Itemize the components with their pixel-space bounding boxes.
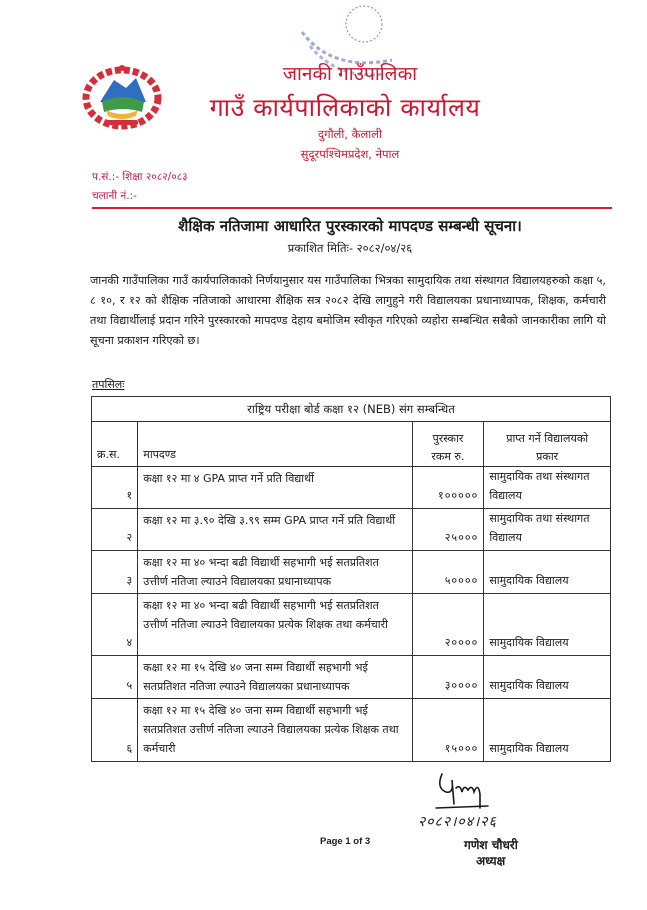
header-amount-line2: रकम रु. bbox=[431, 450, 465, 463]
header-amount bbox=[412, 422, 484, 467]
row-school-type: सामुदायिक विद्यालय bbox=[484, 699, 611, 762]
municipality-name: जानकी गाउँपालिका bbox=[282, 63, 418, 85]
award-criteria-table bbox=[91, 396, 611, 762]
row-school-type: सामुदायिक विद्यालय bbox=[484, 594, 611, 656]
office-name: गाउँ कार्यपालिकाको कार्यालय bbox=[209, 93, 481, 122]
row-amount: १००००० bbox=[412, 467, 484, 509]
table-row bbox=[92, 594, 611, 656]
row-school-type: सामुदायिक तथा संस्थागत विद्यालय bbox=[484, 509, 611, 551]
published-date: प्रकाशित मितिः- २०८२/०४/२६ bbox=[287, 241, 413, 255]
table-row bbox=[92, 467, 611, 509]
row-amount: ३०००० bbox=[412, 656, 484, 699]
signature-date: २०८२।०४।२६ bbox=[418, 814, 497, 830]
header-school-type-line2: प्रकार bbox=[536, 450, 559, 463]
row-sn: ४ bbox=[92, 594, 138, 656]
details-label: तपसिलः bbox=[92, 378, 125, 391]
signer-name: गणेश चौधरी bbox=[464, 838, 518, 852]
row-amount: २५००० bbox=[412, 509, 484, 551]
header-criteria: मापदण्ड bbox=[138, 422, 412, 467]
dispatch-number: चलानी नं.:- bbox=[92, 190, 137, 202]
row-criteria: कक्षा १२ मा ३.९० देखि ३.९९ सम्म GPA प्राप्त गर्ने प्रति विद्यार्थी bbox=[138, 509, 412, 551]
page-indicator: Page 1 of 3 bbox=[320, 836, 371, 847]
header-amount-line1: पुरस्कार bbox=[432, 432, 464, 445]
row-sn: ५ bbox=[92, 656, 138, 699]
table-row bbox=[92, 509, 611, 551]
header-school-type-line1: प्राप्त गर्ने विद्यालयको bbox=[506, 432, 589, 445]
address-line-2: सुदूरपश्चिमप्रदेश, नेपाल bbox=[300, 147, 400, 161]
table-row bbox=[92, 551, 611, 594]
row-school-type: सामुदायिक तथा संस्थागत विद्यालय bbox=[484, 467, 611, 509]
table-header-row bbox=[92, 422, 611, 467]
row-amount: १५००० bbox=[412, 699, 484, 762]
address-line-1: दुगौली, कैलाली bbox=[317, 127, 383, 141]
notice-title: शैक्षिक नतिजामा आधारित पुरस्कारको मापदण्ड सम्बन्धी सूचना। bbox=[178, 217, 522, 235]
table-row bbox=[92, 656, 611, 699]
header-school-type bbox=[484, 422, 611, 467]
row-criteria: कक्षा १२ मा ४० भन्दा बढी विद्यार्थी सहभागी भई सतप्रतिशत उत्तीर्ण नतिजा ल्याउने विद्यालयका प्रत्येक शिक्षक तथा कर्मचारी bbox=[138, 594, 412, 656]
notice-body: जानकी गाउँपालिका गाउँ कार्यपालिकाको निर्णयानुसार यस गाउँपालिका भित्रका सामुदायिक तथा संस्थागत विद्यालयहरुको कक्षा ५, ८ १०, र १२ को शैक्षिक नतिजाको आधारमा शैक्षिक सत्र २०८२ देखि लागुहुने गरी विद्यालयका प्रधानाध्यापक, शिक्षक, कर्मचारी तथा विद्यार्थीलाई प्रदान गरिने पुरस्कारको मापदण्ड देहाय बमोजिम स्वीकृत गरिएको व्यहोरा सम्बन्धित सबैको जानकारीका लागि यो सूचना प्रकाशन गरिएको छ। bbox=[90, 274, 606, 347]
row-sn: २ bbox=[92, 509, 138, 551]
reference-number: प.सं.:- शिक्षा २०८२/०८३ bbox=[92, 171, 188, 183]
row-school-type: सामुदायिक विद्यालय bbox=[484, 551, 611, 594]
row-sn: ३ bbox=[92, 551, 138, 594]
row-sn: १ bbox=[92, 467, 138, 509]
nepal-government-emblem-icon bbox=[80, 62, 164, 130]
row-amount: ५०००० bbox=[412, 551, 484, 594]
letterhead-divider bbox=[92, 207, 612, 209]
row-criteria: कक्षा १२ मा १५ देखि ४० जना सम्म विद्यार्थी सहभागी भई सतप्रतिशत उत्तीर्ण नतिजा ल्याउने विद्यालयका प्रत्येक शिक्षक तथा कर्मचारी bbox=[138, 699, 412, 762]
row-school-type: सामुदायिक विद्यालय bbox=[484, 656, 611, 699]
handwritten-signature-icon bbox=[432, 770, 502, 812]
header-sn: क्र.स. bbox=[92, 422, 138, 467]
row-criteria: कक्षा १२ मा ४० भन्दा बढी विद्यार्थी सहभागी भई सतप्रतिशत उत्तीर्ण नतिजा ल्याउने विद्यालयका प्रधानाध्यापक bbox=[138, 551, 412, 594]
row-amount: २०००० bbox=[412, 594, 484, 656]
signer-title: अध्यक्ष bbox=[476, 854, 506, 868]
row-criteria: कक्षा १२ मा ४ GPA प्राप्त गर्ने प्रति विद्यार्थी bbox=[138, 467, 412, 509]
row-sn: ६ bbox=[92, 699, 138, 762]
table-row bbox=[92, 699, 611, 762]
table-title: राष्ट्रिय परीक्षा बोर्ड कक्षा १२ (NEB) संग सम्बन्धित bbox=[92, 397, 611, 422]
row-criteria: कक्षा १२ मा १५ देखि ४० जना सम्म विद्यार्थी सहभागी भई सतप्रतिशत नतिजा ल्याउने विद्यालयका प्रधानाध्यापक bbox=[138, 656, 412, 699]
table-title-row bbox=[92, 397, 611, 422]
